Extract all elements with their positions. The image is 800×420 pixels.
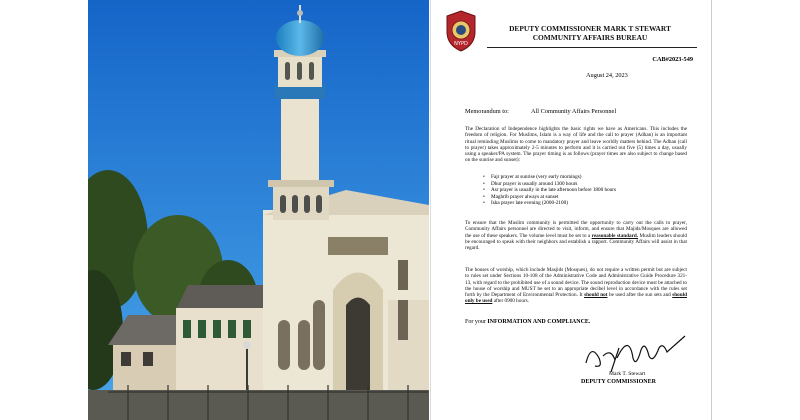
signatory-title: DEPUTY COMMISSIONER bbox=[581, 379, 656, 385]
memo-date: August 24, 2023 bbox=[586, 72, 628, 79]
paragraph-2-text: To ensure that the Muslim community is permitted the opportunity to carry out the calls to prayer, Community Affairs personnel are directed to visit, inform, and ensure that Majids/Mosques are allowed the use of these speakers. The volume level must be set to a bbox=[465, 220, 687, 239]
list-item: • Fajr prayer at sunrise (very early mornings) bbox=[483, 174, 683, 181]
paragraph-2-text-end: Muslim leaders should be encouraged to speak with their neighbors and establish a rapport. Community Affairs will assist in that regard. bbox=[465, 232, 688, 251]
paragraph-3-text-mid: be used after the sun sets and bbox=[607, 292, 673, 298]
memo-document bbox=[430, 0, 712, 420]
mosque-photo bbox=[88, 0, 429, 420]
nypd-seal-icon bbox=[444, 10, 478, 52]
svg-text:NYPD: NYPD bbox=[454, 41, 468, 47]
paragraph-3 bbox=[465, 267, 687, 305]
memo-to bbox=[465, 108, 616, 115]
closing-bold: INFORMATION AND COMPLIANCE. bbox=[487, 319, 591, 325]
header-line1: DEPUTY COMMISSIONER MARK T STEWART bbox=[509, 24, 671, 33]
header-divider bbox=[487, 47, 697, 48]
prayer-times-list bbox=[483, 174, 683, 207]
memo-header bbox=[483, 25, 697, 42]
header-line2: COMMUNITY AFFAIRS BUREAU bbox=[532, 32, 648, 42]
paragraph-3-emphasis-2: should only be used bbox=[465, 292, 687, 305]
paragraph-3-text-end: after 0900 hours. bbox=[492, 298, 529, 305]
list-item: • Asr prayer is usually in the late afternoon before 1800 hours bbox=[483, 187, 683, 194]
memo-to-label: Memorandum to: bbox=[465, 108, 509, 115]
paragraph-2 bbox=[465, 220, 687, 251]
signatory-name: Mark T. Stewart bbox=[609, 371, 646, 377]
list-item: • Dhur prayer is usually around 1300 hours bbox=[483, 181, 683, 188]
closing-line bbox=[465, 319, 590, 325]
list-item: • Isha prayer late evening (2000-2100) bbox=[483, 200, 683, 207]
cab-number: CAB#2023-549 bbox=[652, 56, 693, 63]
list-item: • Maghrib prayer always at sunset bbox=[483, 194, 683, 201]
paragraph-2-emphasis: reasonable standard. bbox=[591, 232, 639, 239]
paragraph-1: The Declaration of Independence highlights the basic rights we have as Americans. This includes the freedom of religion. For Muslims, Islam is a way of life and the call to prayer (Adhan) is an important ritual reminding Muslims to come to mandatory prayer and leave worldly matters behind. The Adhan (call to prayer) takes approximately 2-5 minutes to perform and it is carried out five (5) times a day, usually using a speaker/PA system. The prayer timing is as follows (prayer times are also subject to change based on the sunrise and sunset): bbox=[465, 126, 687, 164]
paragraph-3-text: The houses of worship, which include Masjids (Mosques), do not require a written permit but are subject to rules set under Sections 10-108 of the Administrative Code and Administrative Guide Procedure 321-13, with regard to the prohibited use of a sound device. The sound reproduction device must be attached to the house of worship and MUST be set to an appropriate decibel level in accordance with the rules set forth by the Department of Environmental Protection. It bbox=[465, 267, 687, 298]
memo-to-value: All Community Affairs Personnel bbox=[531, 108, 617, 115]
closing-prefix: For your bbox=[465, 319, 488, 325]
paragraph-3-emphasis-1: should not bbox=[584, 292, 608, 298]
